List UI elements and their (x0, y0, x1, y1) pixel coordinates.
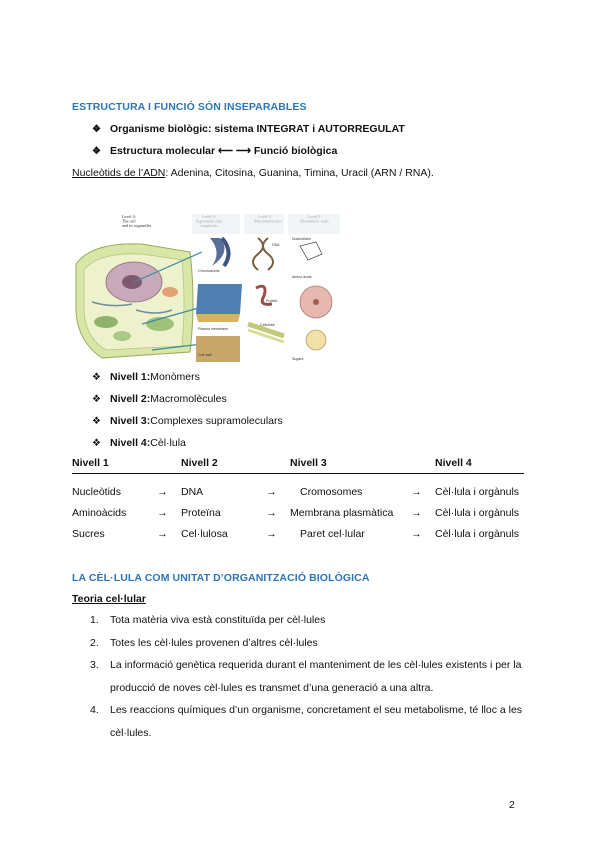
nucleotides-text: : Adenina, Citosina, Guanina, Timina, Uracil (ARN / RNA). (165, 167, 434, 179)
subheading-cell-theory: Teoria cel·lular (72, 593, 146, 605)
svg-text:Plasma membrane: Plasma membrane (198, 327, 229, 331)
table-cell: Cromosomes (300, 485, 363, 498)
list-number: 2. (90, 636, 99, 649)
list-number: 4. (90, 704, 99, 716)
list-text: La informació genètica requerida durant el manteniment de les cèl·lules existents i per la producció de noves cèl·lules es transmet d’una generació a una altra. (110, 659, 522, 694)
svg-text:Cellulose: Cellulose (260, 323, 275, 327)
level-label: Nivell 4: (110, 437, 151, 449)
bullet-level-2 (92, 393, 227, 405)
arrow-icon: → (266, 485, 277, 498)
page-number: 2 (509, 799, 515, 811)
header-nivell-2: Nivell 2 (181, 455, 253, 474)
svg-text:Protein: Protein (266, 299, 278, 303)
arrow-icon: → (157, 506, 168, 519)
list-number: 3. (90, 659, 99, 671)
list-item (72, 609, 532, 632)
level-text: Complexes supramoleculars (150, 415, 283, 427)
level-label: Nivell 1: (110, 371, 151, 383)
arrow-icon: → (157, 527, 168, 540)
list-text: Les reaccions químiques d’un organisme, concretament el seu metabolisme, té lloc a les cèl·lules. (110, 704, 523, 739)
bullet-level-4 (92, 437, 186, 449)
bullet-text: Organisme biològic: sistema INTEGRAT i AUTORREGULAT (110, 123, 405, 135)
arrow-icon: → (411, 527, 422, 540)
table-cell: Cèl·lula i orgànuls (435, 527, 520, 540)
level-text: Cèl·lula (150, 437, 186, 449)
section-heading-structure: ESTRUCTURA I FUNCIÓ SÓN INSEPARABLES (72, 101, 307, 113)
list-number: 1. (90, 614, 99, 626)
svg-text:DNA: DNA (272, 243, 280, 247)
section-heading-cell: LA CÈL·LULA COM UNITAT D’ORGANITZACIÓ BIOLÒGICA (72, 572, 370, 584)
list-text: Tota matèria viva està constituïda per cèl·lules (110, 614, 326, 626)
svg-text:Chromosome: Chromosome (198, 269, 220, 273)
header-nivell-1: Nivell 1 (72, 455, 144, 474)
table-cell: Cèl·lula i orgànuls (435, 506, 520, 519)
table-cell: Membrana plasmàtica (290, 506, 394, 519)
bullet-structure-function (92, 145, 337, 157)
bullet-organism (92, 123, 405, 135)
cell-theory-list (72, 609, 532, 744)
table-header-row (72, 455, 524, 474)
arrow-icon: → (266, 527, 277, 540)
plant-cell-illustration (76, 244, 193, 358)
svg-text:Amino acids: Amino acids (292, 275, 312, 279)
header-nivell-4: Nivell 4 (435, 455, 524, 474)
list-item (72, 632, 532, 655)
nucleotides-label: Nucleòtids de l’ADN (72, 167, 166, 179)
table-cell: Cèl·lula i orgànuls (435, 485, 520, 498)
bullet-level-3 (92, 415, 283, 427)
diamond-bullet-icon: ❖ (92, 145, 101, 157)
nucleotides-line (72, 167, 434, 179)
svg-text:Cell wall: Cell wall (198, 353, 212, 357)
table-cell: DNA (181, 485, 204, 498)
bullet-text: Estructura molecular ⟵ ⟶ Funció biològica (110, 145, 338, 157)
list-text: Totes les cèl·lules provenen d’altres cèl·lules (110, 636, 318, 649)
table-cell: Paret cel·lular (300, 527, 365, 540)
table-cell: Nucleòtids (72, 485, 122, 498)
list-item (72, 654, 532, 699)
table-cell: Proteïna (181, 506, 221, 519)
svg-text:Nucleotides: Nucleotides (292, 237, 311, 241)
header-nivell-3: Nivell 3 (290, 455, 398, 474)
diamond-bullet-icon: ❖ (92, 371, 101, 383)
level-label: Nivell 3: (110, 415, 151, 427)
diamond-bullet-icon: ❖ (92, 393, 101, 405)
level-label: Nivell 2: (110, 393, 151, 405)
cell-organization-figure (72, 212, 344, 362)
arrow-icon: → (411, 506, 422, 519)
diamond-bullet-icon: ❖ (92, 123, 101, 135)
diamond-bullet-icon: ❖ (92, 415, 101, 427)
list-item (72, 699, 532, 744)
arrow-icon: → (157, 485, 168, 498)
levels-table (72, 455, 524, 544)
bullet-level-1 (92, 371, 200, 383)
table-row (72, 523, 524, 544)
level-text: Macromolècules (150, 393, 227, 405)
table-cell: Sucres (72, 527, 105, 540)
diamond-bullet-icon: ❖ (92, 437, 101, 449)
arrow-icon: → (266, 506, 277, 519)
table-row (72, 474, 524, 503)
table-cell: Cel·lulosa (181, 527, 228, 540)
svg-text:Sugars: Sugars (292, 357, 304, 361)
table-row (72, 502, 524, 523)
fig-col-title-level4: Level 4: The cell and its organelles (122, 214, 152, 228)
table-cell: Aminoàcids (72, 506, 127, 519)
level-text: Monòmers (150, 371, 200, 383)
arrow-icon: → (411, 485, 422, 498)
